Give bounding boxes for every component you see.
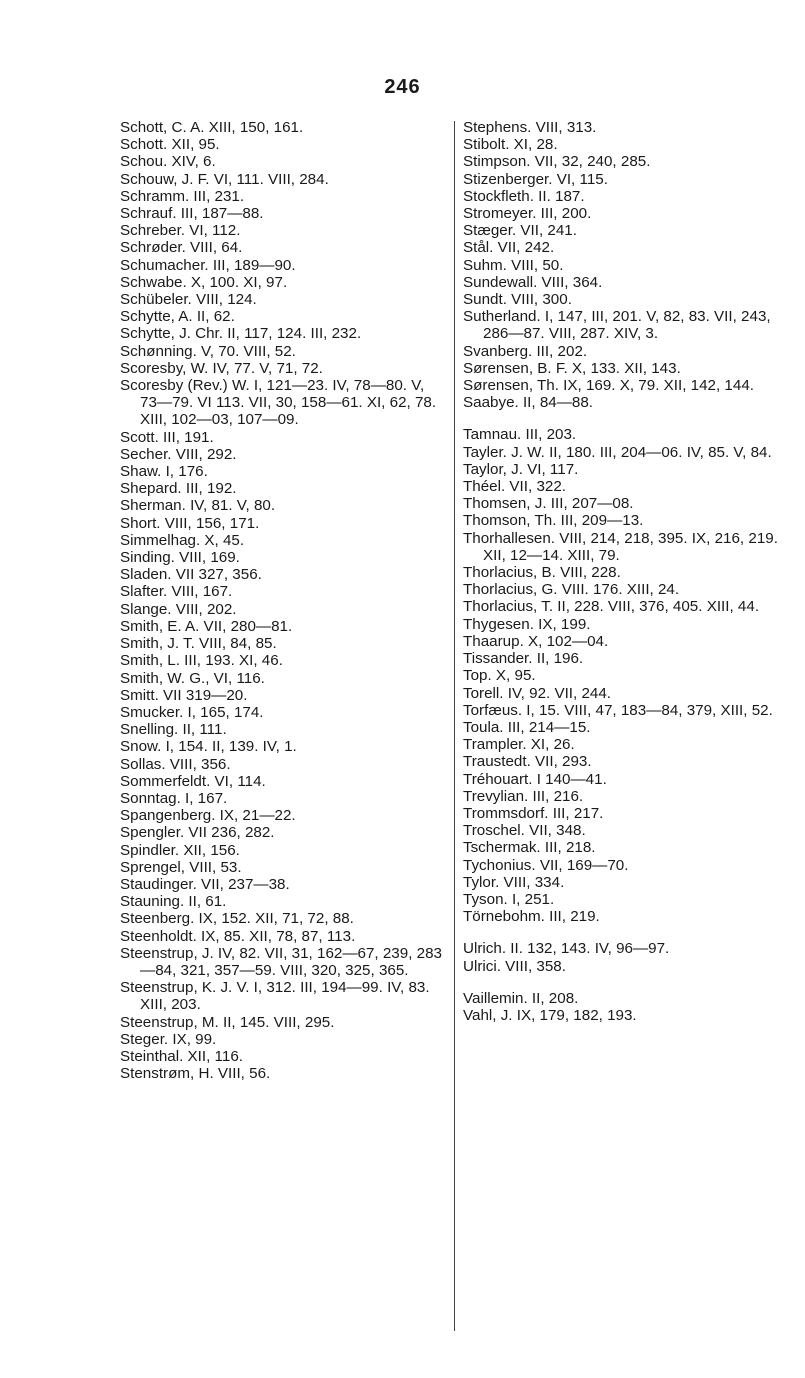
index-entry: Svanberg. III, 202. (463, 342, 588, 360)
index-entry: Stephens. VIII, 313. (463, 119, 597, 136)
index-entry: Vaillemin. II, 208. (463, 989, 579, 1007)
index-entry: Stromeyer. III, 200. (463, 205, 592, 223)
index-entry: Steinthal. XII, 116. (120, 1047, 243, 1065)
index-entry: Steenstrup, J. IV, 82. VII, 31, 162—67, 239, 283—84, 321, 357—59. VIII, 320, 325, 365. (120, 944, 442, 979)
index-entry: Scott. III, 191. (120, 428, 214, 446)
index-entry: Thaarup. X, 102—04. (463, 632, 609, 650)
index-entry: Traustedt. VII, 293. (463, 753, 592, 771)
index-entry: Schreber. VI, 112. (120, 222, 241, 240)
index-entry: Smith, J. T. VIII, 84, 85. (120, 635, 277, 653)
index-entry: Schott, C. A. XIII, 150, 161. (120, 119, 304, 136)
index-entry: Snelling. II, 111. (120, 721, 227, 739)
index-entry: Théel. VII, 322. (463, 478, 566, 496)
index-entry: Schott. XII, 95. (120, 136, 220, 154)
index-entry: Tychonius. VII, 169—70. (463, 856, 629, 874)
index-entry: Scoresby (Rev.) W. I, 121—23. IV, 78—80. V, 73—79. VI 113. VII, 30, 158—61. XI, 62, 78. XIII, 102—03, 107—09. (120, 377, 437, 429)
index-entry: Schytte, A. II, 62. (120, 308, 235, 326)
index-entry: Spangenberg. IX, 21—22. (120, 807, 296, 825)
index-entry: Smith, L. III, 193. XI, 46. (120, 652, 283, 670)
index-entry: Spengler. VII 236, 282. (120, 824, 275, 842)
index-entry: Tissander. II, 196. (463, 650, 584, 668)
index-entry: Tyson. I, 251. (463, 890, 555, 908)
index-entry: Thomsen, J. III, 207—08. (463, 495, 634, 513)
index-entry: Schønning. V, 70. VIII, 52. (120, 342, 296, 360)
index-entry: Sommerfeldt. VI, 114. (120, 772, 266, 790)
index-entry: Trampler. XI, 26. (463, 736, 575, 754)
index-entry: Torfæus. I, 15. VIII, 47, 183—84, 379, XIII, 52. (463, 701, 773, 719)
index-entry: Troschel. VII, 348. (463, 822, 586, 840)
index-column-right (463, 119, 778, 1024)
index-entry: Torell. IV, 92. VII, 244. (463, 684, 612, 702)
index-entry: Taylor, J. VI, 117. (463, 460, 579, 478)
index-entry: Smitt. VII 319—20. (120, 686, 248, 704)
index-entry: Saabye. II, 84—88. (463, 394, 594, 412)
index-entry: Törnebohm. III, 219. (463, 908, 600, 926)
index-entry: Ulrich. II. 132, 143. IV, 96—97. (463, 940, 670, 958)
index-entry: Scoresby, W. IV, 77. V, 71, 72. (120, 359, 323, 377)
index-entry: Suhm. VIII, 50. (463, 256, 564, 274)
index-entry: Sundewall. VIII, 364. (463, 273, 603, 291)
index-entry: Thorlacius, T. II, 228. VIII, 376, 405. XIII, 44. (463, 598, 760, 616)
index-entry: Tschermak. III, 218. (463, 839, 596, 857)
index-entry: Ulrici. VIII, 358. (463, 957, 566, 975)
index-entry: Stauning. II, 61. (120, 893, 227, 911)
index-entry: Staudinger. VII, 237—38. (120, 875, 290, 893)
index-entry: Stål. VII, 242. (463, 239, 555, 257)
index-entry: Tylor. VIII, 334. (463, 873, 565, 891)
index-entry: Schübeler. VIII, 124. (120, 291, 257, 309)
page-number: 246 (384, 76, 421, 98)
index-entry: Schrøder. VIII, 64. (120, 239, 243, 257)
index-entry: Schrauf. III, 187—88. (120, 205, 264, 223)
index-entry: Tayler. J. W. II, 180. III, 204—06. IV, 85. V, 84. (463, 443, 772, 461)
index-entry: Stizenberger. VI, 115. (463, 170, 608, 188)
index-entry: Sherman. IV, 81. V, 80. (120, 497, 276, 515)
index-entry: Simmelhag. X, 45. (120, 531, 245, 549)
index-entry: Vahl, J. IX, 179, 182, 193. (463, 1006, 637, 1024)
index-entry: Sprengel, VIII, 53. (120, 858, 242, 876)
index-entry: Spindler. XII, 156. (120, 841, 240, 859)
index-entry: Stockfleth. II. 187. (463, 187, 585, 205)
index-entry: Stæger. VII, 241. (463, 222, 577, 240)
index-entry: Steenstrup, K. J. V. I, 312. III, 194—99. IV, 83. XIII, 203. (120, 979, 430, 1014)
index-entry: Shepard. III, 192. (120, 480, 237, 498)
index-entry: Sundt. VIII, 300. (463, 291, 572, 309)
index-entry: Steger. IX, 99. (120, 1030, 217, 1048)
index-entry: Short. VIII, 156, 171. (120, 514, 260, 532)
index-entry: Sinding. VIII, 169. (120, 549, 240, 567)
index-entry: Stimpson. VII, 32, 240, 285. (463, 153, 651, 171)
index-entry: Schwabe. X, 100. XI, 97. (120, 273, 288, 291)
index-entry: Smith, W. G., VI, 116. (120, 669, 265, 687)
index-entry: Sørensen, B. F. X, 133. XII, 143. (463, 359, 681, 377)
index-entry: Snow. I, 154. II, 139. IV, 1. (120, 738, 297, 756)
index-entry: Thorlacius, B. VIII, 228. (463, 564, 621, 582)
index-entry: Sladen. VII 327, 356. (120, 566, 262, 584)
index-entry: Sutherland. I, 147, III, 201. V, 82, 83. VII, 243, 286—87. VIII, 287. XIV, 3. (463, 308, 771, 343)
index-entry: Schouw, J. F. VI, 111. VIII, 284. (120, 170, 329, 188)
index-entry: Schytte, J. Chr. II, 117, 124. III, 232. (120, 325, 362, 343)
index-entry: Trommsdorf. III, 217. (463, 804, 604, 822)
index-entry: Schou. XIV, 6. (120, 153, 216, 171)
index-entry: Thomson, Th. III, 209—13. (463, 512, 644, 530)
index-entry: Smith, E. A. VII, 280—81. (120, 617, 293, 635)
index-entry: Steenholdt. IX, 85. XII, 78, 87, 113. (120, 927, 356, 945)
index-entry: Secher. VIII, 292. (120, 445, 237, 463)
index-column-left (120, 119, 445, 1082)
column-divider (454, 121, 455, 1331)
index-entry: Tréhouart. I 140—41. (463, 770, 607, 788)
index-entry: Smucker. I, 165, 174. (120, 703, 264, 721)
index-entry: Thygesen. IX, 199. (463, 615, 591, 633)
index-entry: Schumacher. III, 189—90. (120, 256, 296, 274)
index-entry: Stenstrøm, H. VIII, 56. (120, 1065, 271, 1083)
index-entry: Toula. III, 214—15. (463, 718, 591, 736)
index-entry: Shaw. I, 176. (120, 463, 208, 481)
index-entry: Tamnau. III, 203. (463, 426, 577, 444)
index-entry: Sonntag. I, 167. (120, 789, 228, 807)
index-entry: Slange. VIII, 202. (120, 600, 237, 618)
index-entry: Sollas. VIII, 356. (120, 755, 231, 773)
index-entry: Thorhallesen. VIII, 214, 218, 395. IX, 216, 219. XII, 12—14. XIII, 79. (463, 529, 778, 564)
index-entry: Top. X, 95. (463, 667, 536, 685)
index-entry: Slafter. VIII, 167. (120, 583, 233, 601)
index-entry: Sørensen, Th. IX, 169. X, 79. XII, 142, 144. (463, 377, 754, 395)
index-entry: Schramm. III, 231. (120, 187, 245, 205)
index-entry: Stibolt. XI, 28. (463, 136, 558, 154)
index-entry: Thorlacius, G. VIII. 176. XIII, 24. (463, 581, 680, 599)
index-entry: Trevylian. III, 216. (463, 787, 584, 805)
index-entry: Steenstrup, M. II, 145. VIII, 295. (120, 1013, 335, 1031)
index-entry: Steenberg. IX, 152. XII, 71, 72, 88. (120, 910, 354, 928)
